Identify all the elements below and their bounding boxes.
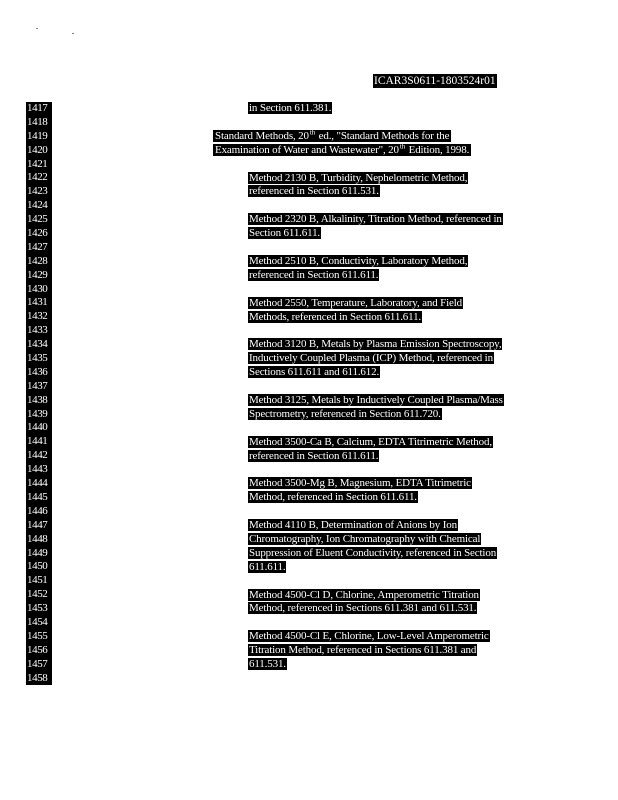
method-line: Method 4500-Cl E, Chlorine, Low-Level Amperometric bbox=[249, 630, 489, 643]
line-number: 1436 bbox=[26, 366, 52, 380]
method-line: Method 2510 B, Conductivity, Laboratory Method, bbox=[249, 254, 468, 267]
line-number: 1437 bbox=[26, 380, 52, 394]
method-line: Method 2130 B, Turbidity, Nephelometric Method, bbox=[249, 171, 468, 184]
method-line: Titration Method, referenced in Sections 611.381 and bbox=[249, 644, 477, 657]
line-number: 1423 bbox=[26, 185, 52, 199]
method-line: Sections 611.611 and 611.612. bbox=[249, 366, 380, 379]
method-line: Method 4110 B, Determination of Anions by Ion bbox=[249, 519, 457, 531]
method-line: Method 2550, Temperature, Laboratory, and Field bbox=[249, 296, 463, 309]
line-number: 1430 bbox=[26, 283, 52, 297]
method-line: Method, referenced in Sections 611.381 and 611.531. bbox=[249, 602, 477, 615]
method-line: Method 3500-Ca B, Calcium, EDTA Titrimetric Method, bbox=[249, 435, 492, 448]
line-number: 1439 bbox=[26, 408, 52, 422]
method-line: referenced in Section 611.531. bbox=[249, 185, 379, 198]
intro-text: in Section 611.381. bbox=[249, 102, 332, 114]
line-number: 1455 bbox=[26, 630, 52, 644]
line-number: 1442 bbox=[26, 449, 52, 463]
line-number: 1432 bbox=[26, 310, 52, 324]
line-number: 1425 bbox=[26, 213, 52, 227]
line-number: 1420 bbox=[26, 144, 52, 158]
method-line: Inductively Coupled Plasma (ICP) Method, referenced in bbox=[249, 352, 493, 365]
line-number: 1438 bbox=[26, 394, 52, 408]
line-number: 1457 bbox=[26, 658, 52, 672]
method-line: Suppression of Eluent Conductivity, referenced in Section bbox=[249, 546, 497, 559]
citation-line-1: Standard Methods, 20th ed., "Standard Methods for the bbox=[215, 128, 450, 142]
method-line: Methods, referenced in Section 611.611. bbox=[249, 310, 422, 323]
line-number: 1451 bbox=[26, 574, 52, 588]
line-number: 1446 bbox=[26, 505, 52, 519]
line-number-column bbox=[26, 102, 52, 685]
standard-methods-citation bbox=[213, 130, 471, 158]
scan-speck bbox=[72, 33, 74, 34]
citation-line-2: Examination of Water and Wastewater", 20th Edition, 1998. bbox=[215, 142, 470, 156]
line-number: 1427 bbox=[26, 241, 52, 255]
line-number: 1417 bbox=[26, 102, 52, 116]
method-line: 611.531. bbox=[249, 658, 286, 670]
line-number: 1454 bbox=[26, 616, 52, 630]
line-number: 1440 bbox=[26, 421, 52, 435]
method-line: Method 3125, Metals by Inductively Coupled Plasma/Mass bbox=[249, 393, 503, 406]
line-number: 1453 bbox=[26, 602, 52, 616]
line-number: 1424 bbox=[26, 199, 52, 213]
method-line: 611.611. bbox=[249, 560, 286, 573]
method-reference bbox=[248, 255, 468, 283]
method-reference bbox=[248, 297, 463, 325]
line-number: 1428 bbox=[26, 255, 52, 269]
method-reference bbox=[248, 477, 472, 505]
line-number: 1426 bbox=[26, 227, 52, 241]
method-line: Method 2320 B, Alkalinity, Titration Method, referenced in bbox=[249, 213, 502, 226]
method-line: referenced in Section 611.611. bbox=[249, 449, 379, 462]
document-id-header: ICAR3S0611-1803524r01 bbox=[374, 75, 496, 87]
line-number: 1431 bbox=[26, 296, 52, 310]
line-number: 1441 bbox=[26, 435, 52, 449]
line-number: 1456 bbox=[26, 644, 52, 658]
line-number: 1434 bbox=[26, 338, 52, 352]
method-reference bbox=[248, 519, 497, 575]
method-line: Spectrometry, referenced in Section 611.720. bbox=[249, 407, 441, 420]
line-number: 1422 bbox=[26, 171, 52, 185]
line-number: 1419 bbox=[26, 130, 52, 144]
method-line: referenced in Section 611.611. bbox=[249, 268, 379, 281]
line-number: 1450 bbox=[26, 560, 52, 574]
line-number: 1448 bbox=[26, 533, 52, 547]
method-line: Method 3120 B, Metals by Plasma Emission Spectroscopy, bbox=[249, 338, 502, 351]
line-number: 1458 bbox=[26, 672, 52, 686]
line-number: 1444 bbox=[26, 477, 52, 491]
line-number: 1443 bbox=[26, 463, 52, 477]
method-line: Method 3500-Mg B, Magnesium, EDTA Titrimetric bbox=[249, 477, 471, 490]
line-number: 1418 bbox=[26, 116, 52, 130]
method-line: Method, referenced in Section 611.611. bbox=[249, 491, 417, 504]
line-number: 1445 bbox=[26, 491, 52, 505]
line-number: 1452 bbox=[26, 588, 52, 602]
method-reference bbox=[248, 338, 502, 380]
line-number: 1429 bbox=[26, 269, 52, 283]
line-number: 1433 bbox=[26, 324, 52, 338]
method-line: Section 611.611. bbox=[249, 227, 321, 240]
intro-line bbox=[248, 102, 332, 116]
method-reference bbox=[248, 589, 480, 617]
method-reference bbox=[248, 630, 490, 672]
line-number: 1449 bbox=[26, 547, 52, 561]
line-number: 1435 bbox=[26, 352, 52, 366]
method-reference bbox=[248, 436, 493, 464]
method-reference bbox=[248, 172, 468, 200]
method-reference bbox=[248, 394, 504, 422]
line-number: 1447 bbox=[26, 519, 52, 533]
scan-speck bbox=[36, 28, 38, 29]
method-line: Method 4500-Cl D, Chlorine, Amperometric Titration bbox=[249, 588, 479, 601]
method-line: Chromatography, Ion Chromatography with Chemical bbox=[249, 532, 481, 545]
method-reference bbox=[248, 213, 503, 241]
line-number: 1421 bbox=[26, 158, 52, 172]
